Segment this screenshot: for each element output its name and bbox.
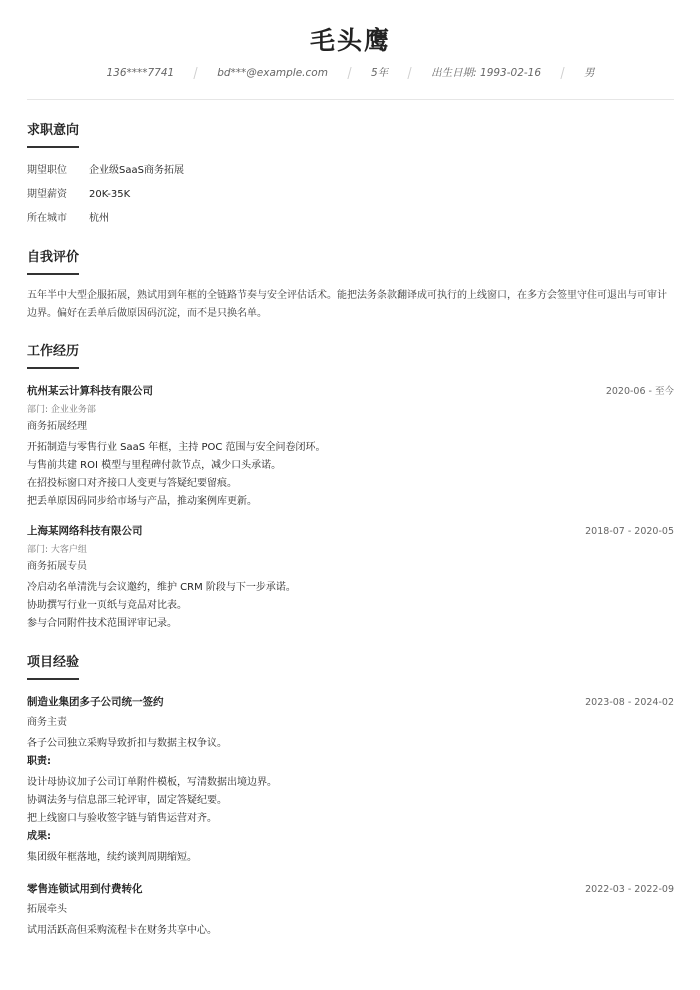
work-bullet: 把丢单原因码同步给市场与产品，推动案例库更新。 bbox=[27, 496, 257, 507]
intent-label: 所在城市 bbox=[27, 213, 67, 224]
contact-separator bbox=[408, 67, 412, 79]
intent-value: 杭州 bbox=[89, 213, 109, 224]
section-underline bbox=[27, 678, 79, 680]
result-bullet: 集团级年框落地，续约谈判周期缩短。 bbox=[27, 852, 197, 863]
contact-separator bbox=[347, 67, 351, 79]
section-work-experience bbox=[27, 340, 674, 633]
section-project-experience bbox=[27, 651, 674, 940]
intent-label: 期望职位 bbox=[27, 165, 67, 176]
project-entry bbox=[27, 882, 674, 940]
work-bullet: 开拓制造与零售行业 SaaS 年框，主持 POC 范围与安全问卷闭环。 bbox=[27, 442, 326, 453]
section-job-intent bbox=[27, 119, 674, 226]
results-label: 成果: bbox=[27, 831, 51, 842]
gender: 男 bbox=[584, 67, 595, 79]
project-role: 拓展牵头 bbox=[27, 904, 67, 915]
birth-date: 出生日期: 1993-02-16 bbox=[431, 67, 542, 79]
project-role: 商务主责 bbox=[27, 717, 67, 728]
intent-row bbox=[27, 164, 674, 178]
self-evaluation-text: 五年半中大型企服拓展，熟试用到年框的全链路节奏与安全评估话术。能把法务条款翻译成可执行的上线窗口，在多方会签里守住可退出与可审计边界。偏好在丢单后做原因码沉淀，而不是只换名单。 bbox=[27, 290, 667, 319]
project-name: 零售连锁试用到付费转化 bbox=[27, 883, 143, 895]
email-address: bd***@example.com bbox=[217, 67, 328, 79]
project-date-range: 2022-03 - 2022-09 bbox=[585, 884, 674, 895]
intent-label: 期望薪资 bbox=[27, 189, 67, 200]
duty-bullet: 设计母协议加子公司订单附件模板，写清数据出境边界。 bbox=[27, 777, 277, 788]
header-divider bbox=[27, 99, 674, 100]
work-bullet: 协助撰写行业一页纸与竞品对比表。 bbox=[27, 600, 187, 611]
work-date-range: 2018-07 - 2020-05 bbox=[585, 526, 674, 537]
contact-separator bbox=[194, 67, 198, 79]
duty-bullet: 把上线窗口与验收签字链与销售运营对齐。 bbox=[27, 813, 217, 824]
contact-separator bbox=[560, 67, 564, 79]
company-name: 上海某网络科技有限公司 bbox=[27, 525, 143, 537]
department: 部门: 大客户组 bbox=[27, 545, 87, 555]
section-title: 自我评价 bbox=[27, 250, 80, 265]
section-underline bbox=[27, 146, 79, 148]
work-bullet: 与售前共建 ROI 模型与里程碑付款节点，减少口头承诺。 bbox=[27, 460, 282, 471]
section-self-evaluation bbox=[27, 246, 674, 323]
work-entry bbox=[27, 384, 674, 511]
job-title: 商务拓展经理 bbox=[27, 421, 87, 432]
work-date-range: 2020-06 - 至今 bbox=[605, 386, 674, 397]
resume-header bbox=[27, 0, 674, 100]
section-title: 工作经历 bbox=[27, 344, 80, 359]
duties-label: 职责: bbox=[27, 756, 51, 767]
intent-row bbox=[27, 212, 674, 226]
intent-value: 企业级SaaS商务拓展 bbox=[89, 165, 184, 176]
intent-value: 20K-35K bbox=[89, 189, 131, 200]
project-description: 各子公司独立采购导致折扣与数据主权争议。 bbox=[27, 738, 227, 749]
work-bullet: 在招投标窗口对齐接口人变更与答疑纪要留痕。 bbox=[27, 478, 237, 489]
project-name: 制造业集团多子公司统一签约 bbox=[27, 696, 164, 708]
section-title: 项目经验 bbox=[27, 655, 80, 670]
years-experience: 5年 bbox=[370, 67, 389, 79]
candidate-name: 毛头鹰 bbox=[309, 26, 391, 55]
section-underline bbox=[27, 273, 79, 275]
company-name: 杭州某云计算科技有限公司 bbox=[27, 385, 153, 397]
work-bullet: 参与合同附件技术范围评审记录。 bbox=[27, 618, 177, 629]
duty-bullet: 协调法务与信息部三轮评审，固定答疑纪要。 bbox=[27, 795, 227, 806]
project-description: 试用活跃高但采购流程卡在财务共享中心。 bbox=[27, 925, 217, 936]
department: 部门: 企业业务部 bbox=[27, 405, 96, 415]
contact-line bbox=[27, 66, 674, 80]
intent-row bbox=[27, 188, 674, 202]
project-date-range: 2023-08 - 2024-02 bbox=[585, 697, 674, 708]
section-title: 求职意向 bbox=[27, 123, 80, 138]
section-underline bbox=[27, 367, 79, 369]
work-bullet: 冷启动名单清洗与会议邀约，维护 CRM 阶段与下一步承诺。 bbox=[27, 582, 296, 593]
work-entry bbox=[27, 524, 674, 633]
job-title: 商务拓展专员 bbox=[27, 561, 87, 572]
phone-number: 136****7741 bbox=[106, 67, 175, 79]
project-entry bbox=[27, 695, 674, 867]
